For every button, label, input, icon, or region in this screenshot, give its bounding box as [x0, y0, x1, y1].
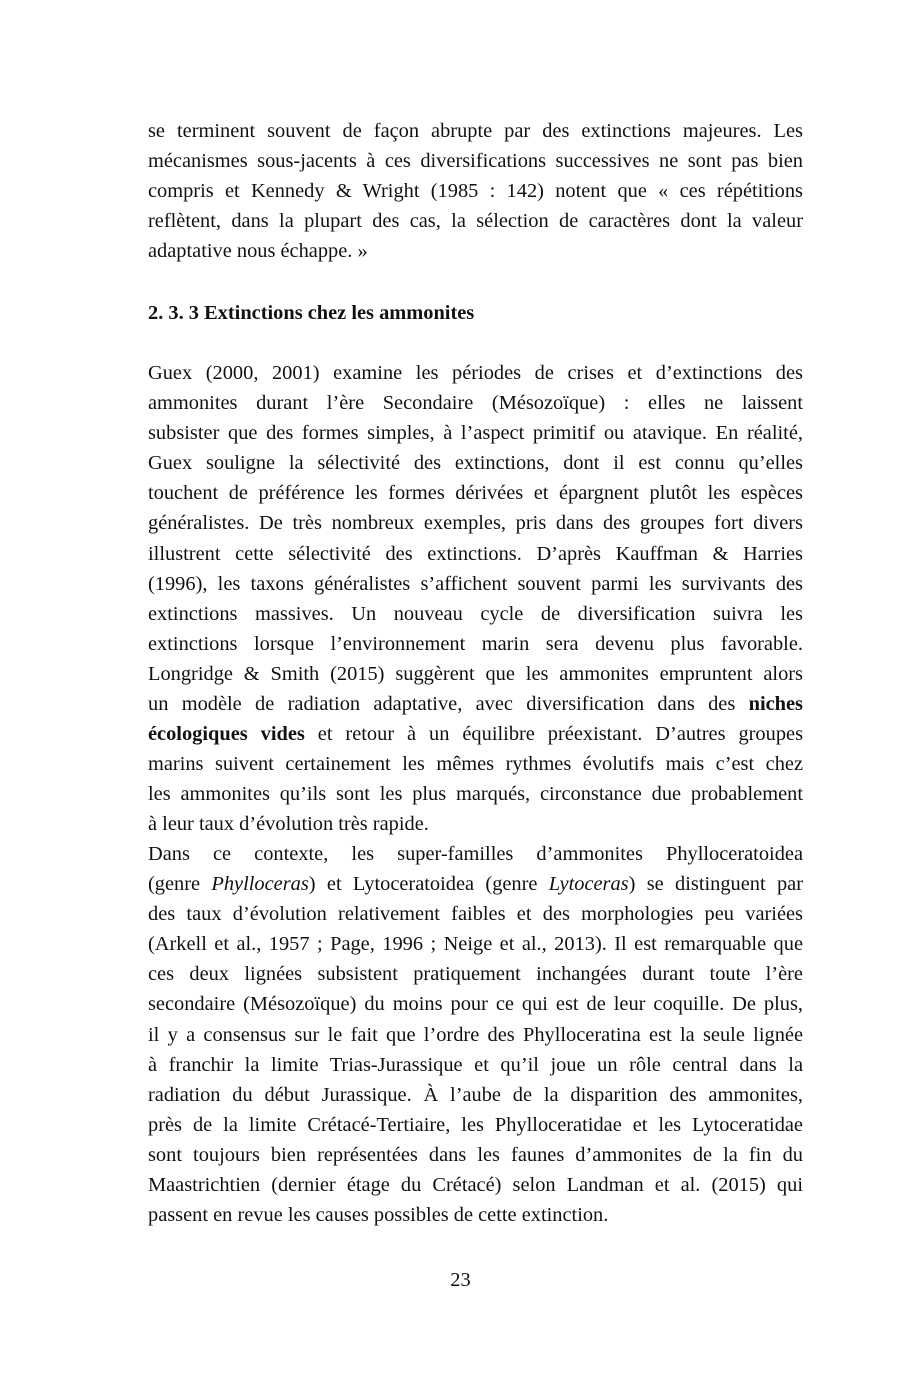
paragraph-context	[148, 839, 803, 1230]
text-line	[148, 1110, 803, 1140]
text-line-content: illustrent cette sélectivité des extinctions. D’après Kauffman & Harries	[148, 542, 803, 565]
text-line-content: ces deux lignées subsistent pratiquement inchangées durant toute l’ère	[148, 963, 803, 986]
text-line: mécanismes sous-jacents à ces diversifications successives ne sont pas bien	[148, 150, 803, 173]
text-line-content: (1996), les taxons généralistes s’affichent souvent parmi les survivants des	[148, 572, 803, 595]
text-line-content: extinctions lorsque l’environnement marin sera devenu plus favorable.	[148, 632, 803, 655]
text-line	[148, 869, 803, 899]
text-line	[148, 448, 803, 478]
text-line	[148, 839, 803, 869]
text-line-content: passent en revue les causes possibles de cette extinction.	[148, 1204, 609, 1227]
text-line-content: à leur taux d’évolution très rapide.	[148, 813, 429, 836]
paragraph-continuation	[148, 116, 803, 266]
text-line	[148, 508, 803, 538]
text-line: se terminent souvent de façon abrupte par des extinctions majeures. Les	[148, 120, 803, 142]
text-line-content: Maastrichtien (dernier étage du Crétacé) selon Landman et al. (2015) qui	[148, 1174, 803, 1197]
text-line	[148, 629, 803, 659]
text-line-content: Dans ce contexte, les super-familles d’ammonites Phylloceratoidea	[148, 843, 803, 865]
text-line-content: Longridge & Smith (2015) suggèrent que les ammonites empruntent alors	[148, 662, 803, 685]
section-heading: 2. 3. 3 Extinctions chez les ammonites	[148, 302, 475, 324]
text-line-content: des taux d’évolution relativement faibles et des morphologies peu variées	[148, 903, 803, 926]
text-line-content: il y a consensus sur le fait que l’ordre des Phylloceratina est la seule lignée	[148, 1023, 803, 1046]
text-line	[148, 1140, 803, 1170]
text-fragment: ) et Lytoceratoidea (genre	[308, 873, 549, 896]
text-line	[148, 358, 803, 388]
text-line	[148, 659, 803, 689]
text-line-content: touchent de préférence les formes dérivées et épargnent plutôt les espèces	[148, 482, 803, 505]
text-line	[148, 1170, 803, 1200]
text-line	[148, 1050, 803, 1080]
text-line-content: ammonites durant l’ère Secondaire (Mésozoïque) : elles ne laissent	[148, 392, 803, 415]
page-number: 23	[450, 1269, 471, 1291]
text-line	[148, 539, 803, 569]
text-line-content: extinctions massives. Un nouveau cycle de diversification suivra les	[148, 602, 803, 625]
text-line	[148, 989, 803, 1019]
text-line	[148, 929, 803, 959]
text-line	[148, 899, 803, 929]
text-line-content: Guex souligne la sélectivité des extinctions, dont il est connu qu’elles	[148, 452, 803, 475]
text-line-content: un modèle de radiation adaptative, avec diversification dans des	[148, 693, 736, 716]
text-line	[148, 599, 803, 629]
text-line: reflètent, dans la plupart des cas, la sélection de caractères dont la valeur	[148, 210, 803, 233]
text-line-content: et retour à un équilibre préexistant. D’autres groupes	[304, 723, 804, 746]
text-line-content: secondaire (Mésozoïque) du moins pour ce qui est de leur coquille. De plus,	[148, 993, 803, 1016]
text-line-content: près de la limite Crétacé-Tertiaire, les Phylloceratidae et les Lytoceratidae	[148, 1113, 803, 1136]
text-line-content: les ammonites qu’ils sont les plus marqués, circonstance due probablement	[148, 783, 803, 806]
text-line: adaptative nous échappe. »	[148, 240, 368, 263]
text-line-content: subsister que des formes simples, à l’aspect primitif ou atavique. En réalité,	[148, 422, 803, 445]
text-line	[148, 809, 803, 839]
text-line	[148, 779, 803, 809]
text-line	[148, 569, 803, 599]
text-line-content: généralistes. De très nombreux exemples, pris dans des groupes fort divers	[148, 512, 803, 535]
text-line: compris et Kennedy & Wright (1985 : 142) notent que « ces répétitions	[148, 180, 803, 203]
text-fragment: (genre	[148, 873, 212, 896]
text-line	[148, 689, 803, 719]
text-line-content: radiation du début Jurassique. À l’aube de la disparition des ammonites,	[148, 1083, 803, 1106]
text-line	[148, 478, 803, 508]
text-line-content: sont toujours bien représentées dans les faunes d’ammonites de la fin du	[148, 1143, 803, 1166]
genus-name: Lytoceras	[548, 873, 629, 896]
text-line	[148, 388, 803, 418]
text-line	[148, 1080, 803, 1110]
genus-name: Phylloceras	[211, 873, 309, 896]
paragraph-extinctions	[148, 358, 803, 840]
text-line-content: à franchir la limite Trias-Jurassique et qu’il joue un rôle central dans la	[148, 1053, 803, 1076]
bold-term: écologiques vides	[148, 723, 305, 746]
bold-term: niches	[748, 693, 803, 716]
text-fragment: ) se distinguent par	[628, 873, 803, 896]
text-line	[148, 1020, 803, 1050]
text-line	[148, 418, 803, 448]
text-line-content: Guex (2000, 2001) examine les périodes de crises et d’extinctions des	[148, 362, 803, 384]
text-line-content: (Arkell et al., 1957 ; Page, 1996 ; Neige et al., 2013). Il est remarquable que	[148, 933, 803, 956]
text-line	[148, 749, 803, 779]
text-line-content: marins suivent certainement les mêmes rythmes évolutifs mais c’est chez	[148, 753, 803, 776]
text-line	[148, 959, 803, 989]
text-line	[148, 1200, 803, 1230]
text-line	[148, 719, 803, 749]
